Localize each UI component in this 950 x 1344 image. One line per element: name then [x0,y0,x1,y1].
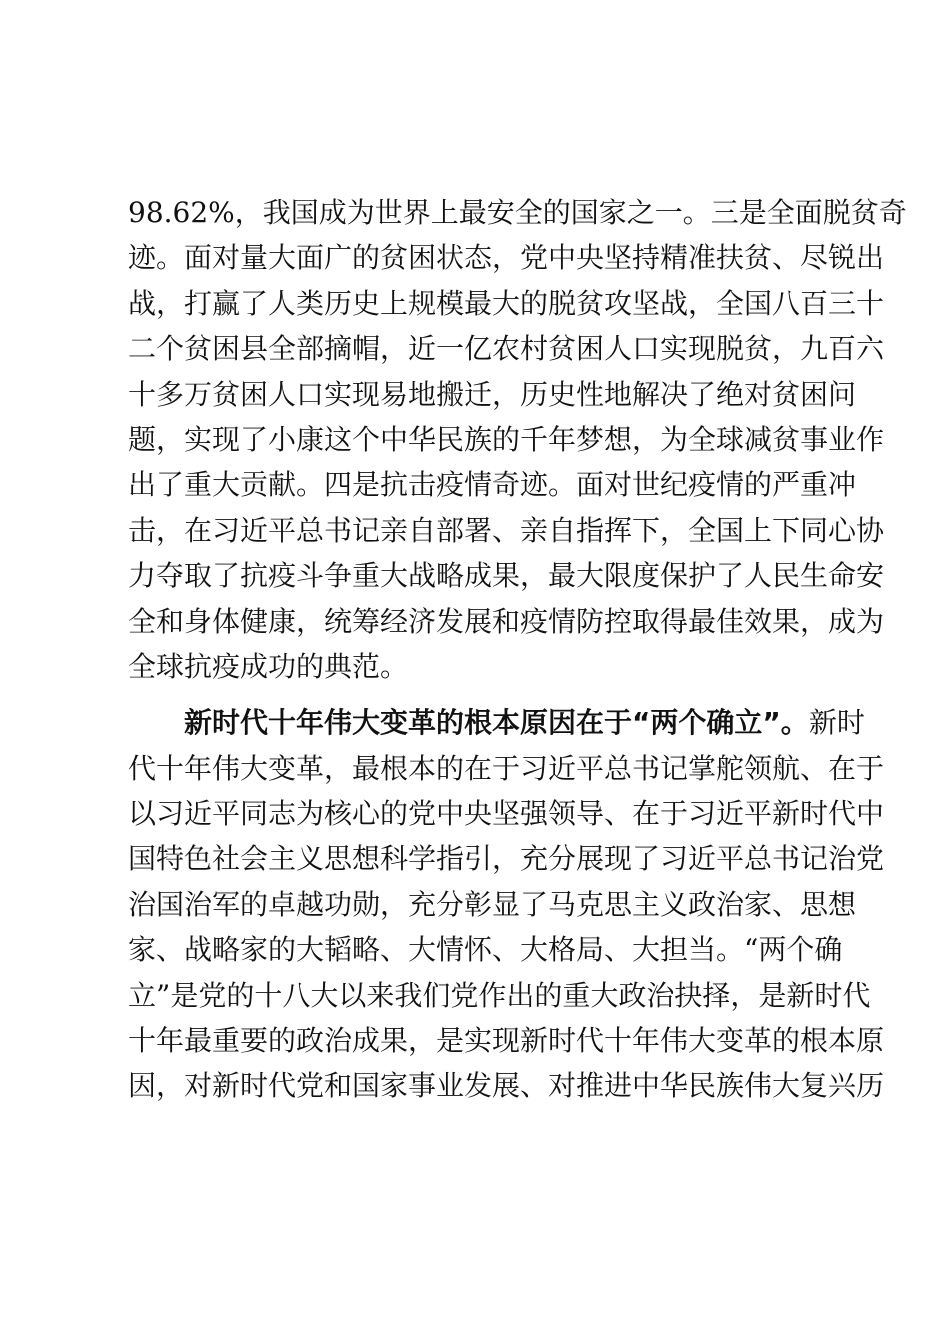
text-line-first [128,700,865,745]
text-line: 98.62%，我国成为世界上最安全的国家之一。三是全面脱贫奇 [128,196,907,229]
paragraph-2 [128,700,885,1109]
heading-continuation: 新时 [808,706,865,740]
text-line: 十年最重要的政治成果，是实现新时代十年伟大变革的根本原 [128,1024,885,1058]
paragraph-1 [128,190,907,689]
text-line: 题，实现了小康这个中华民族的千年梦想，为全球减贫事业作 [128,422,885,456]
text-line: 因，对新时代党和国家事业发展、对推进中华民族伟大复兴历 [128,1069,885,1103]
text-line: 国特色社会主义思想科学指引，充分展现了习近平总书记治党 [128,842,885,876]
text-line: 战，打赢了人类历史上规模最大的脱贫攻坚战，全国八百三十 [128,286,885,320]
text-line: 力夺取了抗疫斗争重大战略成果，最大限度保护了人民生命安 [128,559,885,593]
text-line: 家、战略家的大韬略、大情怀、大格局、大担当。“两个确 [128,933,843,967]
text-line: 二个贫困县全部摘帽，近一亿农村贫困人口实现脱贫，九百六 [128,332,885,366]
text-line: 代十年伟大变革，最根本的在于习近平总书记掌舵领航、在于 [128,751,885,785]
text-line: 迹。面对量大面广的贫困状态，党中央坚持精准扶贫、尽锐出 [128,241,885,275]
text-line: 全和身体健康，统筹经济发展和疫情防控取得最佳效果，成为 [128,604,885,638]
text-line: 立”是党的十八大以来我们党作出的重大政治抉择，是新时代 [128,978,871,1012]
paragraph-heading: 新时代十年伟大变革的根本原因在于“两个确立”。 [184,706,809,740]
body-text [128,190,907,1109]
text-line: 出了重大贡献。四是抗击疫情奇迹。面对世纪疫情的严重冲 [128,468,857,502]
text-line: 击，在习近平总书记亲自部署、亲自指挥下，全国上下同心协 [128,513,885,547]
text-line: 全球抗疫成功的典范。 [128,649,409,683]
text-line: 以习近平同志为核心的党中央坚强领导、在于习近平新时代中 [128,797,885,831]
text-line: 治国治军的卓越功勋，充分彰显了马克思主义政治家、思想 [128,887,857,921]
paragraph-gap [128,689,830,700]
text-line: 十多万贫困人口实现易地搬迁，历史性地解决了绝对贫困问 [128,377,857,411]
